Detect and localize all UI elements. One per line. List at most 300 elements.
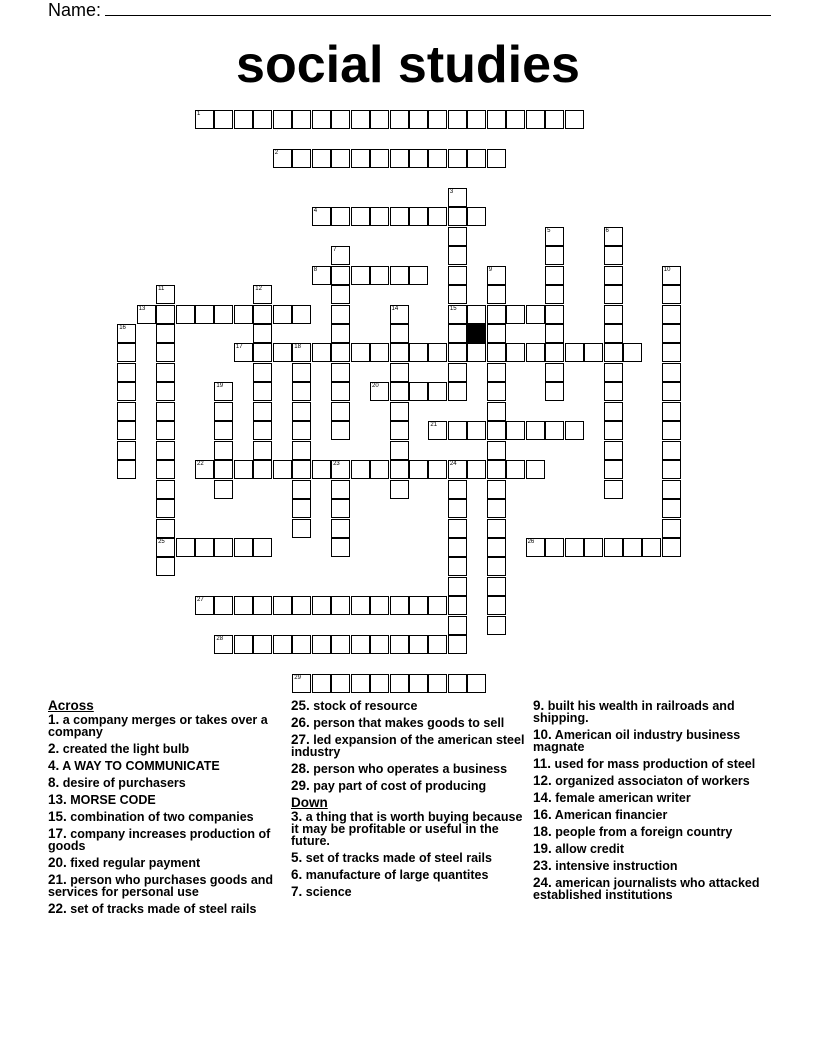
- grid-cell[interactable]: [487, 324, 506, 343]
- grid-cell[interactable]: [545, 246, 564, 265]
- grid-cell[interactable]: [370, 110, 389, 129]
- grid-cell[interactable]: [117, 343, 136, 362]
- grid-cell[interactable]: [487, 499, 506, 518]
- grid-cell[interactable]: [370, 460, 389, 479]
- grid-cell[interactable]: [176, 305, 195, 324]
- clue-number: 15: [449, 305, 457, 312]
- grid-cell[interactable]: [584, 538, 603, 557]
- grid-cell[interactable]: [565, 343, 584, 362]
- grid-cell[interactable]: [662, 480, 681, 499]
- grid-cell[interactable]: [487, 616, 506, 635]
- grid-cell[interactable]: [292, 499, 311, 518]
- grid-cell[interactable]: [390, 363, 409, 382]
- grid-cell[interactable]: [214, 305, 233, 324]
- grid-cell[interactable]: [253, 343, 272, 362]
- grid-cell[interactable]: [487, 305, 506, 324]
- grid-cell[interactable]: [234, 460, 253, 479]
- grid-cell[interactable]: [117, 363, 136, 382]
- grid-cell[interactable]: [331, 285, 350, 304]
- grid-cell[interactable]: [156, 538, 175, 557]
- grid-cell[interactable]: [331, 110, 350, 129]
- grid-cell[interactable]: [448, 635, 467, 654]
- grid-cell[interactable]: [545, 110, 564, 129]
- grid-cell[interactable]: [448, 499, 467, 518]
- grid-cell[interactable]: [409, 266, 428, 285]
- grid-cell[interactable]: [487, 460, 506, 479]
- grid-cell[interactable]: [390, 480, 409, 499]
- grid-cell[interactable]: [604, 402, 623, 421]
- grid-cell[interactable]: [662, 305, 681, 324]
- grid-cell[interactable]: [526, 110, 545, 129]
- grid-cell[interactable]: [448, 285, 467, 304]
- clue-item: [48, 857, 288, 869]
- grid-cell[interactable]: [506, 421, 525, 440]
- grid-cell[interactable]: [662, 324, 681, 343]
- grid-cell[interactable]: [467, 460, 486, 479]
- grid-cell[interactable]: [448, 460, 467, 479]
- grid-cell[interactable]: [370, 674, 389, 693]
- grid-cell[interactable]: [506, 305, 525, 324]
- grid-cell[interactable]: [351, 266, 370, 285]
- grid-cell[interactable]: [623, 343, 642, 362]
- grid-cell[interactable]: [195, 110, 214, 129]
- grid-cell[interactable]: [351, 635, 370, 654]
- grid-cell[interactable]: [331, 519, 350, 538]
- grid-cell[interactable]: [662, 382, 681, 401]
- grid-cell[interactable]: [292, 480, 311, 499]
- grid-cell[interactable]: [253, 110, 272, 129]
- grid-cell[interactable]: [390, 149, 409, 168]
- grid-cell[interactable]: [292, 363, 311, 382]
- grid-cell[interactable]: [273, 305, 292, 324]
- grid-cell[interactable]: [623, 538, 642, 557]
- grid-cell[interactable]: [137, 305, 156, 324]
- grid-cell[interactable]: [662, 343, 681, 362]
- grid-cell[interactable]: [214, 110, 233, 129]
- grid-cell[interactable]: [642, 538, 661, 557]
- grid-cell[interactable]: [331, 382, 350, 401]
- grid-cell[interactable]: [545, 285, 564, 304]
- clue-item-text: built his wealth in railroads and shipping.: [533, 699, 735, 725]
- grid-cell[interactable]: [448, 616, 467, 635]
- grid-cell[interactable]: [292, 441, 311, 460]
- grid-cell[interactable]: [117, 441, 136, 460]
- clue-number: 6: [605, 227, 609, 234]
- grid-cell[interactable]: [467, 207, 486, 226]
- grid-cell[interactable]: [448, 246, 467, 265]
- grid-cell[interactable]: [156, 460, 175, 479]
- grid-cell[interactable]: [117, 324, 136, 343]
- grid-cell[interactable]: [331, 305, 350, 324]
- grid-cell[interactable]: [351, 460, 370, 479]
- grid-cell[interactable]: [487, 402, 506, 421]
- grid-cell[interactable]: [195, 460, 214, 479]
- grid-cell[interactable]: [487, 149, 506, 168]
- grid-cell[interactable]: [487, 382, 506, 401]
- grid-cell[interactable]: [448, 538, 467, 557]
- grid-cell[interactable]: [390, 382, 409, 401]
- grid-cell[interactable]: [604, 324, 623, 343]
- grid-cell[interactable]: [331, 499, 350, 518]
- grid-cell[interactable]: [448, 110, 467, 129]
- grid-cell[interactable]: [312, 266, 331, 285]
- grid-cell[interactable]: [234, 596, 253, 615]
- grid-cell[interactable]: [448, 596, 467, 615]
- grid-cell[interactable]: [428, 149, 447, 168]
- grid-cell[interactable]: [390, 441, 409, 460]
- grid-cell[interactable]: [487, 441, 506, 460]
- grid-cell[interactable]: [214, 460, 233, 479]
- grid-cell[interactable]: [662, 266, 681, 285]
- grid-cell[interactable]: [176, 538, 195, 557]
- grid-cell[interactable]: [448, 577, 467, 596]
- grid-cell[interactable]: [428, 596, 447, 615]
- grid-cell[interactable]: [448, 305, 467, 324]
- grid-cell[interactable]: [273, 343, 292, 362]
- grid-cell[interactable]: [312, 674, 331, 693]
- grid-cell[interactable]: [584, 343, 603, 362]
- grid-cell[interactable]: [292, 421, 311, 440]
- grid-cell[interactable]: [292, 674, 311, 693]
- grid-cell[interactable]: [292, 382, 311, 401]
- grid-cell[interactable]: [662, 402, 681, 421]
- grid-cell[interactable]: [331, 266, 350, 285]
- grid-cell[interactable]: [487, 538, 506, 557]
- grid-cell[interactable]: [448, 674, 467, 693]
- grid-cell[interactable]: [253, 596, 272, 615]
- grid-cell[interactable]: [331, 421, 350, 440]
- grid-cell[interactable]: [428, 382, 447, 401]
- grid-cell[interactable]: [390, 460, 409, 479]
- grid-cell[interactable]: [253, 363, 272, 382]
- grid-cell[interactable]: [487, 596, 506, 615]
- grid-cell[interactable]: [331, 363, 350, 382]
- grid-cell[interactable]: [545, 382, 564, 401]
- grid-cell[interactable]: [390, 635, 409, 654]
- grid-cell[interactable]: [331, 674, 350, 693]
- grid-cell[interactable]: [273, 460, 292, 479]
- grid-cell[interactable]: [390, 421, 409, 440]
- grid-cell[interactable]: [156, 343, 175, 362]
- grid-cell[interactable]: [331, 635, 350, 654]
- grid-cell[interactable]: [195, 596, 214, 615]
- clue-item-number: 18.: [533, 824, 552, 839]
- grid-cell[interactable]: [448, 188, 467, 207]
- grid-cell[interactable]: [234, 305, 253, 324]
- grid-cell[interactable]: [234, 635, 253, 654]
- grid-cell[interactable]: [545, 266, 564, 285]
- grid-cell[interactable]: [565, 110, 584, 129]
- grid-cell[interactable]: [331, 207, 350, 226]
- grid-cell[interactable]: [467, 674, 486, 693]
- grid-cell[interactable]: [312, 460, 331, 479]
- grid-cell[interactable]: [214, 421, 233, 440]
- grid-cell[interactable]: [351, 149, 370, 168]
- grid-cell[interactable]: [351, 596, 370, 615]
- grid-cell[interactable]: [292, 149, 311, 168]
- grid-cell[interactable]: [409, 207, 428, 226]
- grid-cell[interactable]: [312, 110, 331, 129]
- grid-cell[interactable]: [390, 402, 409, 421]
- grid-cell[interactable]: [487, 266, 506, 285]
- grid-cell[interactable]: [292, 635, 311, 654]
- grid-cell[interactable]: [565, 538, 584, 557]
- grid-cell[interactable]: [409, 596, 428, 615]
- grid-cell[interactable]: [448, 227, 467, 246]
- grid-cell[interactable]: [662, 499, 681, 518]
- grid-cell[interactable]: [331, 246, 350, 265]
- grid-cell[interactable]: [662, 363, 681, 382]
- grid-cell[interactable]: [390, 305, 409, 324]
- grid-cell[interactable]: [448, 149, 467, 168]
- grid-cell[interactable]: [370, 207, 389, 226]
- grid-cell[interactable]: [370, 266, 389, 285]
- grid-cell[interactable]: [234, 110, 253, 129]
- grid-cell[interactable]: [604, 363, 623, 382]
- grid-cell[interactable]: [390, 110, 409, 129]
- grid-cell[interactable]: [448, 480, 467, 499]
- grid-cell[interactable]: [604, 441, 623, 460]
- grid-cell[interactable]: [195, 538, 214, 557]
- grid-cell[interactable]: [312, 343, 331, 362]
- grid-cell[interactable]: [214, 382, 233, 401]
- grid-cell[interactable]: [662, 460, 681, 479]
- grid-cell[interactable]: [526, 460, 545, 479]
- grid-cell[interactable]: [234, 538, 253, 557]
- grid-cell[interactable]: [253, 460, 272, 479]
- grid-cell[interactable]: [214, 538, 233, 557]
- grid-cell[interactable]: [662, 421, 681, 440]
- grid-cell[interactable]: [156, 557, 175, 576]
- grid-cell[interactable]: [370, 149, 389, 168]
- clue-number: 22: [197, 461, 204, 468]
- grid-cell[interactable]: [331, 480, 350, 499]
- grid-cell[interactable]: [526, 305, 545, 324]
- grid-cell[interactable]: [156, 382, 175, 401]
- grid-cell[interactable]: [253, 421, 272, 440]
- grid-cell[interactable]: [409, 110, 428, 129]
- grid-cell[interactable]: [273, 110, 292, 129]
- grid-cell[interactable]: [565, 421, 584, 440]
- grid-cell[interactable]: [506, 460, 525, 479]
- grid-cell[interactable]: [428, 635, 447, 654]
- grid-cell[interactable]: [487, 480, 506, 499]
- grid-cell[interactable]: [351, 207, 370, 226]
- grid-cell[interactable]: [390, 596, 409, 615]
- grid-cell[interactable]: [487, 557, 506, 576]
- grid-cell[interactable]: [662, 285, 681, 304]
- grid-cell[interactable]: [331, 596, 350, 615]
- grid-cell[interactable]: [273, 635, 292, 654]
- grid-cell[interactable]: [428, 421, 447, 440]
- grid-cell[interactable]: [545, 324, 564, 343]
- grid-cell[interactable]: [331, 149, 350, 168]
- grid-cell[interactable]: [292, 110, 311, 129]
- grid-cell[interactable]: [370, 596, 389, 615]
- grid-cell[interactable]: [253, 285, 272, 304]
- grid-cell[interactable]: [214, 441, 233, 460]
- grid-cell[interactable]: [312, 207, 331, 226]
- grid-cell[interactable]: [604, 460, 623, 479]
- grid-cell[interactable]: [156, 305, 175, 324]
- grid-cell[interactable]: [156, 480, 175, 499]
- grid-cell[interactable]: [253, 324, 272, 343]
- grid-cell[interactable]: [604, 480, 623, 499]
- grid-cell[interactable]: [604, 227, 623, 246]
- grid-cell[interactable]: [156, 324, 175, 343]
- grid-cell[interactable]: [390, 266, 409, 285]
- grid-cell[interactable]: [604, 305, 623, 324]
- grid-cell[interactable]: [487, 110, 506, 129]
- clue-column-3: [533, 700, 773, 906]
- grid-cell[interactable]: [331, 402, 350, 421]
- grid-cell[interactable]: [662, 441, 681, 460]
- grid-cell[interactable]: [409, 674, 428, 693]
- grid-cell[interactable]: [156, 499, 175, 518]
- grid-cell[interactable]: [331, 324, 350, 343]
- grid-cell[interactable]: [370, 343, 389, 362]
- grid-cell[interactable]: [292, 343, 311, 362]
- grid-cell[interactable]: [428, 343, 447, 362]
- grid-cell[interactable]: [428, 460, 447, 479]
- grid-cell[interactable]: [467, 343, 486, 362]
- grid-cell[interactable]: [234, 343, 253, 362]
- grid-cell[interactable]: [545, 421, 564, 440]
- grid-cell[interactable]: [545, 343, 564, 362]
- grid-cell[interactable]: [312, 635, 331, 654]
- grid-cell[interactable]: [545, 305, 564, 324]
- grid-cell[interactable]: [195, 305, 214, 324]
- grid-cell[interactable]: [273, 596, 292, 615]
- clue-item-text: American oil industry business magnate: [533, 728, 741, 754]
- grid-cell[interactable]: [487, 363, 506, 382]
- grid-cell[interactable]: [662, 538, 681, 557]
- grid-cell[interactable]: [156, 363, 175, 382]
- grid-cell[interactable]: [604, 285, 623, 304]
- grid-cell[interactable]: [662, 519, 681, 538]
- grid-cell[interactable]: [273, 149, 292, 168]
- grid-cell[interactable]: [117, 382, 136, 401]
- grid-cell[interactable]: [253, 441, 272, 460]
- grid-cell[interactable]: [487, 343, 506, 362]
- grid-cell[interactable]: [506, 343, 525, 362]
- grid-cell[interactable]: [526, 421, 545, 440]
- grid-cell[interactable]: [156, 421, 175, 440]
- grid-cell[interactable]: [156, 519, 175, 538]
- grid-cell[interactable]: [487, 421, 506, 440]
- grid-cell[interactable]: [487, 519, 506, 538]
- grid-cell[interactable]: [351, 674, 370, 693]
- grid-cell[interactable]: [253, 305, 272, 324]
- grid-cell[interactable]: [156, 441, 175, 460]
- grid-cell[interactable]: [448, 382, 467, 401]
- grid-cell[interactable]: [487, 285, 506, 304]
- grid-cell[interactable]: [545, 363, 564, 382]
- grid-cell[interactable]: [292, 460, 311, 479]
- grid-cell[interactable]: [428, 674, 447, 693]
- clue-item: [291, 717, 531, 729]
- grid-cell[interactable]: [214, 596, 233, 615]
- grid-cell[interactable]: [467, 305, 486, 324]
- grid-cell[interactable]: [292, 519, 311, 538]
- grid-cell[interactable]: [351, 110, 370, 129]
- grid-cell[interactable]: [448, 363, 467, 382]
- grid-cell[interactable]: [428, 110, 447, 129]
- grid-cell[interactable]: [604, 343, 623, 362]
- grid-cell[interactable]: [331, 538, 350, 557]
- grid-cell[interactable]: [292, 305, 311, 324]
- grid-cell[interactable]: [214, 635, 233, 654]
- grid-cell[interactable]: [526, 538, 545, 557]
- grid-cell[interactable]: [214, 402, 233, 421]
- grid-cell[interactable]: [156, 402, 175, 421]
- grid-cell[interactable]: [331, 460, 350, 479]
- grid-cell[interactable]: [156, 285, 175, 304]
- grid-cell[interactable]: [604, 382, 623, 401]
- grid-cell[interactable]: [448, 324, 467, 343]
- clue-number: 16: [119, 324, 126, 331]
- grid-cell[interactable]: [409, 149, 428, 168]
- grid-cell[interactable]: [604, 266, 623, 285]
- grid-cell[interactable]: [409, 635, 428, 654]
- grid-cell[interactable]: [253, 635, 272, 654]
- grid-cell[interactable]: [428, 207, 447, 226]
- grid-cell[interactable]: [253, 382, 272, 401]
- grid-cell[interactable]: [448, 557, 467, 576]
- grid-cell[interactable]: [545, 227, 564, 246]
- grid-cell[interactable]: [370, 635, 389, 654]
- grid-cell[interactable]: [526, 343, 545, 362]
- grid-cell[interactable]: [467, 149, 486, 168]
- grid-cell[interactable]: [117, 460, 136, 479]
- grid-cell[interactable]: [448, 343, 467, 362]
- grid-cell[interactable]: [506, 110, 525, 129]
- grid-cell[interactable]: [117, 402, 136, 421]
- grid-cell[interactable]: [214, 480, 233, 499]
- grid-cell[interactable]: [448, 207, 467, 226]
- grid-cell[interactable]: [409, 343, 428, 362]
- grid-cell[interactable]: [448, 266, 467, 285]
- grid-cell[interactable]: [448, 421, 467, 440]
- grid-cell[interactable]: [467, 110, 486, 129]
- grid-cell[interactable]: [331, 343, 350, 362]
- grid-cell[interactable]: [253, 538, 272, 557]
- clue-item-number: 8.: [48, 775, 60, 790]
- grid-cell[interactable]: [448, 519, 467, 538]
- grid-cell[interactable]: [351, 343, 370, 362]
- grid-cell[interactable]: [409, 460, 428, 479]
- grid-cell[interactable]: [467, 421, 486, 440]
- grid-cell[interactable]: [390, 674, 409, 693]
- grid-cell[interactable]: [253, 402, 272, 421]
- grid-cell[interactable]: [370, 382, 389, 401]
- grid-cell[interactable]: [117, 421, 136, 440]
- grid-cell[interactable]: [604, 421, 623, 440]
- grid-cell[interactable]: [409, 382, 428, 401]
- grid-cell[interactable]: [312, 149, 331, 168]
- clue-item: [48, 777, 288, 789]
- grid-cell[interactable]: [487, 577, 506, 596]
- grid-cell[interactable]: [545, 538, 564, 557]
- grid-cell[interactable]: [312, 596, 331, 615]
- grid-cell[interactable]: [390, 324, 409, 343]
- grid-cell[interactable]: [390, 343, 409, 362]
- grid-cell[interactable]: [604, 538, 623, 557]
- grid-cell[interactable]: [292, 402, 311, 421]
- grid-cell[interactable]: [390, 207, 409, 226]
- grid-cell[interactable]: [604, 246, 623, 265]
- grid-cell[interactable]: [292, 596, 311, 615]
